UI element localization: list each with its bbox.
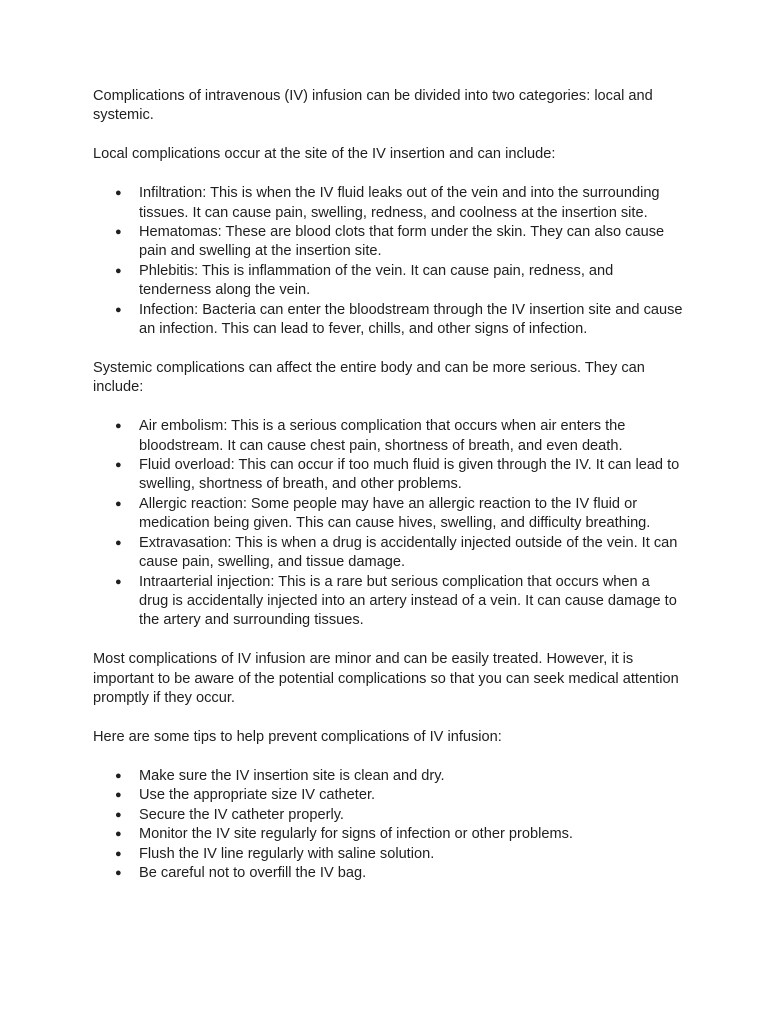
systemic-complications-list [93, 417, 683, 630]
document-body [93, 87, 683, 903]
local-complications-list [93, 184, 683, 339]
list-item: ● Allergic reaction: Some people may have an allergic reaction to the IV fluid or medication being given. This can cause hives, swelling, and difficulty breathing. [139, 495, 683, 534]
local-complications-lead: Local complications occur at the site of the IV insertion and can include: [93, 146, 556, 163]
list-item: ● Secure the IV catheter properly. [139, 806, 683, 825]
list-item: ● Extravasation: This is when a drug is accidentally injected outside of the vein. It can cause pain, swelling, and tissue damage. [139, 534, 683, 573]
list-item: ● Flush the IV line regularly with saline solution. [139, 845, 683, 864]
list-item: ● Air embolism: This is a serious complication that occurs when air enters the bloodstream. It can cause chest pain, shortness of breath, and even death. [139, 417, 683, 456]
list-item: ● Infection: Bacteria can enter the bloodstream through the IV insertion site and cause an infection. This can lead to fever, chills, and other signs of infection. [139, 301, 683, 340]
list-item: ● Intraarterial injection: This is a rare but serious complication that occurs when a drug is accidentally injected into an artery instead of a vein. It can cause damage to the artery and surrounding tissues. [139, 573, 683, 631]
list-item: ● Monitor the IV site regularly for signs of infection or other problems. [139, 825, 683, 844]
list-item: ● Infiltration: This is when the IV fluid leaks out of the vein and into the surrounding tissues. It can cause pain, swelling, redness, and coolness at the insertion site. [139, 184, 683, 223]
systemic-complications-lead: Systemic complications can affect the entire body and can be more serious. They can include: [93, 360, 645, 396]
list-item: ● Use the appropriate size IV catheter. [139, 786, 683, 805]
list-item: ● Hematomas: These are blood clots that form under the skin. They can also cause pain and swelling at the insertion site. [139, 223, 683, 262]
list-item: ● Fluid overload: This can occur if too much fluid is given through the IV. It can lead to swelling, shortness of breath, and other problems. [139, 456, 683, 495]
list-item: ● Be careful not to overfill the IV bag. [139, 864, 683, 883]
list-item: ● Make sure the IV insertion site is clean and dry. [139, 767, 683, 786]
tips-lead: Here are some tips to help prevent complications of IV infusion: [93, 729, 502, 746]
intro-paragraph: Complications of intravenous (IV) infusion can be divided into two categories: local and systemic. [93, 88, 653, 124]
list-item: ● Phlebitis: This is inflammation of the vein. It can cause pain, redness, and tenderness along the vein. [139, 262, 683, 301]
summary-paragraph: Most complications of IV infusion are minor and can be easily treated. However, it is important to be aware of the potential complications so that you can seek medical attention promptly if they occur. [93, 651, 679, 707]
tips-list [93, 767, 683, 883]
